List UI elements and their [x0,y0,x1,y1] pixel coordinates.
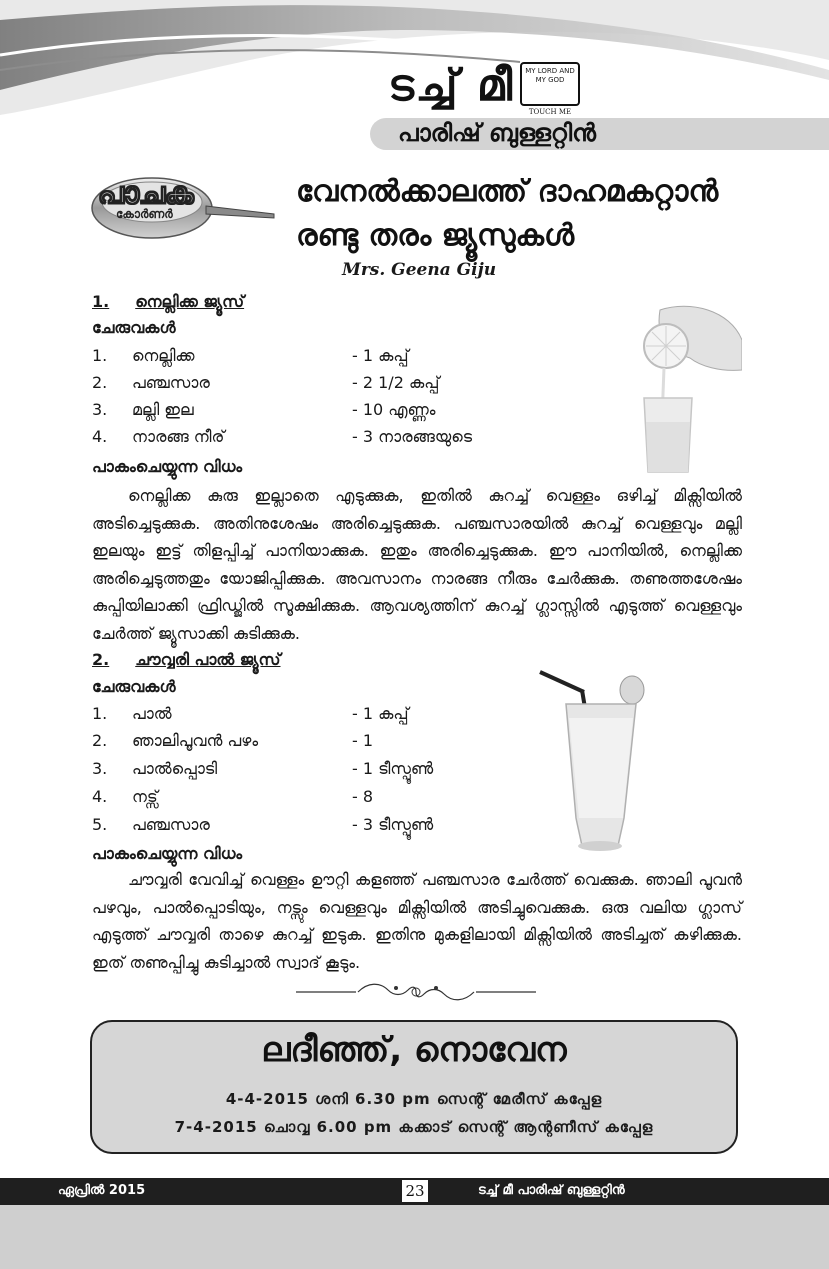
ingredient-qty: - 2 1/2 കപ്പ് [352,373,440,392]
article-author: Mrs. Geena Giju [342,260,497,280]
ingredient-number: 3. [92,400,108,419]
bulletin-label: പാരിഷ് ബുള്ളറ്റിൻ [398,119,596,147]
novena-line2: 7-4-2015 ചൊവ്വ 6.00 pm കക്കാട് സെന്റ് ആന്റണീസ് കപ്പേള [174,1118,654,1136]
recipe1-method-text: നെല്ലിക്ക കുരു ഇല്ലാതെ എടുക്കുക, ഇതിൽ കുറച്ച് വെള്ളം ഒഴിച്ച് മിക്സിയിൽ അടിച്ചെടുക്കുക. അതിനുശേഷം അരിച്ചെടുക്കുക. പഞ്ചസാരയിൽ കുറച്ച് വെള്ളവും മല്ലി ഇലയും ഇട്ട് തിളപ്പിച്ച് പാനിയാക്കുക. ഇതും അരിച്ചെടുക്കുക. ഈ പാനിയിൽ, നെല്ലിക്ക അരിച്ചെടുത്തതും യോജിപ്പിക്കുക. അവസാനം നാരങ്ങ നീരും ചേർക്കുക. തണുത്തശേഷം കുപ്പിയിലാക്കി ഫ്രിഡ്ജിൽ സൂക്ഷിക്കുക. ആവശ്യത്തിന് കുറച്ച് ഗ്ലാസ്സിൽ എടുത്ത് വെള്ളവും ചേർത്ത് ജ്യൂസാക്കി കുടിക്കുക. [92,486,742,643]
recipe2-method-label: പാകംചെയ്യുന്ന വിധം [92,844,243,863]
ornament-divider-icon [296,980,536,1004]
milkshake-glass-photo [536,668,656,854]
recipe2-heading [92,650,281,670]
article-title-line2: രണ്ടു തരം ജ്യൂസുകൾ [296,218,575,253]
recipe1-heading [92,292,244,312]
ingredient-qty: - 1 [352,731,374,750]
novena-line1: 4-4-2015 ശനി 6.30 pm സെന്റ് മേരീസ് കപ്പേള [225,1090,603,1108]
footer-month: ഏപ്രിൽ 2015 [58,1183,146,1198]
ingredient-number: 5. [92,815,108,834]
logo-caption: TOUCH ME [528,108,572,116]
ingredient-number: 4. [92,787,108,806]
ingredient-item: ഞാലിപൂവൻ പഴം [132,731,259,750]
recipe2-name: ചൗവ്വരി പാൽ ജ്യൂസ് [135,650,281,669]
ingredient-item: നാരങ്ങ നീര് [132,427,225,446]
ingredient-item: മല്ലി ഇല [132,400,194,419]
corner-logo-subtitle: കോർണർ [116,207,173,221]
ingredient-item: പാൽ [132,704,172,723]
ingredient-number: 2. [92,731,108,750]
lemon-juice-photo [600,300,742,480]
article-title [296,170,718,258]
ingredient-number: 4. [92,427,108,446]
ingredient-item: പഞ്ചസാര [132,373,210,392]
recipe1-ingredients-label: ചേരുവകൾ [92,318,176,337]
footer-grey-band [0,1205,829,1269]
ingredient-item: പഞ്ചസാര [132,815,210,834]
article-title-line1: വേനൽക്കാലത്ത് ദാഹമകറ്റാൻ [296,174,719,209]
ingredient-qty: - 3 നാരങ്ങയുടെ [352,427,473,446]
corner-logo-title: പാചക [98,176,194,211]
recipe2-method-text: ചൗവ്വരി വേവിച്ച് വെള്ളം ഊറ്റി കളഞ്ഞ് പഞ്ചസാര ചേർത്ത് വെക്കുക. ഞാലി പൂവൻ പഴവും, പാൽപ്പൊടിയും, നട്സും വെള്ളവും മിക്സിയിൽ അടിച്ചുവെക്കുക. ഒരു വലിയ ഗ്ലാസ് എടുത്ത് ചൗവ്വരി താഴെ കുറച്ച് ഇടുക. ഇതിനു മുകളിലായി മിക്സിയിൽ അടിച്ചത് കഴിക്കുക. ഇത് തണുപ്പിച്ചു കുടിച്ചാൽ സ്വാദ് കൂടും. [92,870,742,972]
ingredient-item: നട്സ് [132,787,158,806]
ingredient-qty: - 1 കപ്പ് [352,704,409,723]
ingredient-qty: - 1 കപ്പ് [352,346,409,365]
recipe1-number: 1. [92,292,110,311]
brand-name: ടച്ച് മീ [388,60,515,111]
ingredient-qty: - 1 ടീസ്പൂൺ [352,759,434,778]
novena-title: ലദീഞ്ഞ്, നൊവേന [261,1030,567,1070]
ingredient-number: 1. [92,704,108,723]
recipe1-name: നെല്ലിക്ക ജ്യൂസ് [135,292,245,311]
ingredient-qty: - 8 [352,787,374,806]
ingredient-qty: - 10 എണ്ണം [352,400,436,419]
ingredient-number: 2. [92,373,108,392]
recipe1-method-label: പാകംചെയ്യുന്ന വിധം [92,457,243,476]
recipe2-ingredients-label: ചേരുവകൾ [92,677,176,696]
recipe2-number: 2. [92,650,110,669]
ingredient-number: 3. [92,759,108,778]
bible-logo-icon: MY LORD AND MY GOD [520,62,580,106]
page-number: 23 [402,1180,428,1202]
ingredient-item: നെല്ലിക്ക [132,346,195,365]
footer-publication: ടച്ച് മീ പാരിഷ് ബുള്ളറ്റിൻ [478,1183,625,1198]
ingredient-number: 1. [92,346,108,365]
ingredient-item: പാൽപ്പൊടി [132,759,218,778]
ingredient-qty: - 3 ടീസ്പൂൺ [352,815,434,834]
